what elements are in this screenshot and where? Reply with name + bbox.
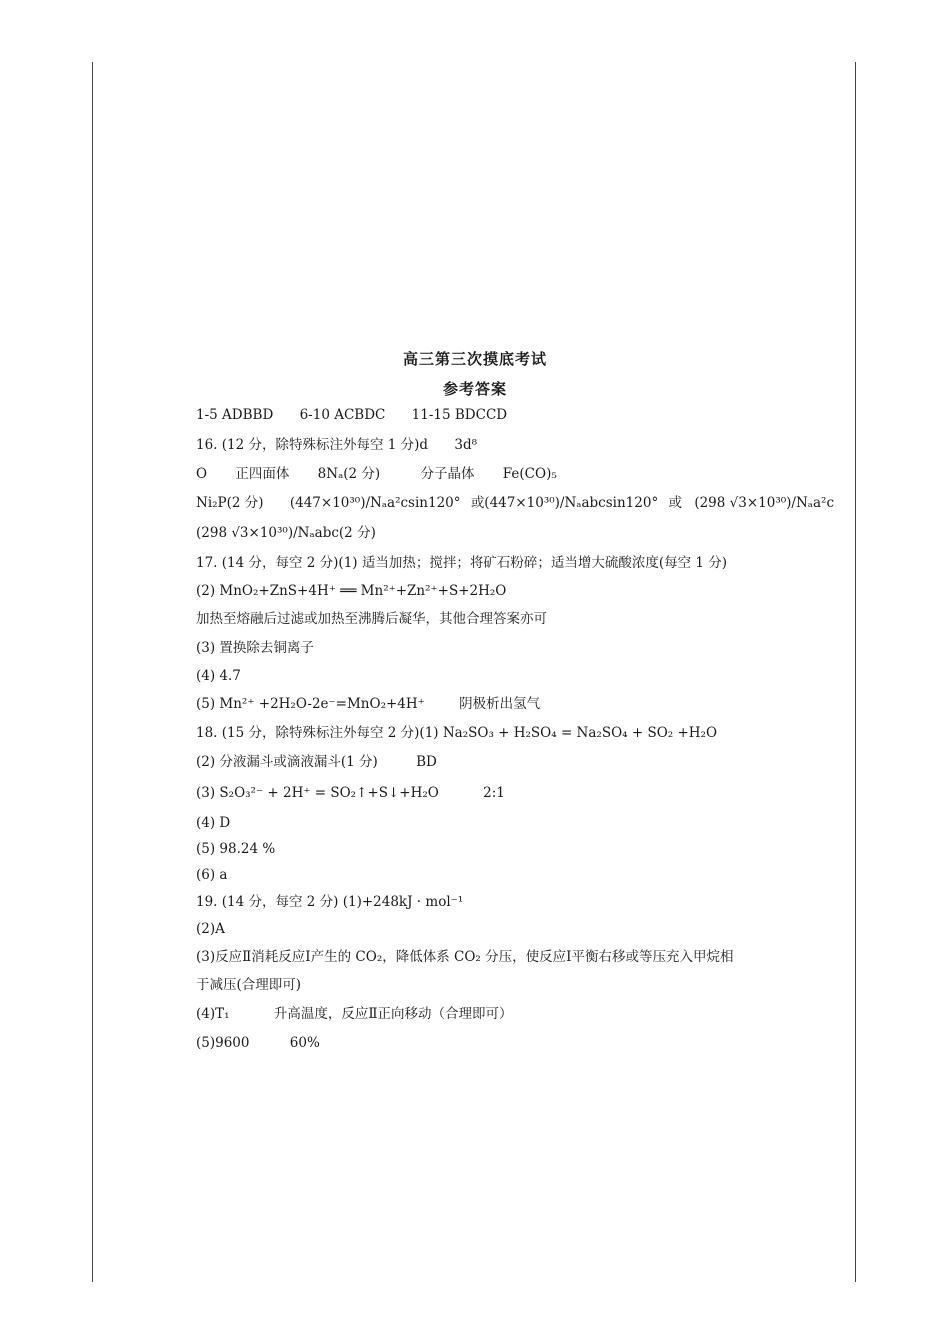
doc-subtitle: 参考答案 — [442, 380, 507, 398]
answer-line-15 — [196, 814, 230, 832]
answer-line-21 — [196, 976, 301, 994]
answer-seg: (4)T₁ — [196, 1006, 230, 1022]
answer-seg: (4) 4.7 — [196, 668, 241, 684]
answer-seg: (5)9600 — [196, 1035, 250, 1051]
answer-line-2 — [196, 436, 477, 454]
answer-line-19 — [196, 920, 225, 938]
answer-line-9 — [196, 639, 314, 657]
answer-seg: 18. (15 分，除特殊标注外每空 2 分)(1) Na₂SO₃ + H₂SO₄ = Na₂SO₄ + SO₂ +H₂O — [196, 725, 718, 741]
answer-line-22 — [196, 1005, 513, 1023]
answer-seg: 正四面体 — [235, 466, 290, 482]
answer-seg: (6) a — [196, 867, 228, 883]
page-left-edge — [92, 62, 93, 1282]
answer-line-8 — [196, 610, 547, 628]
answer-line-3 — [196, 465, 557, 483]
answer-seg: Fe(CO)₅ — [502, 466, 557, 482]
answer-seg: BD — [416, 754, 437, 770]
answer-line-1 — [196, 406, 507, 424]
answer-seg: (2) 分液漏斗或滴液漏斗(1 分) — [196, 754, 378, 770]
answer-seg: (298 √3×10³⁰)/Nₐa²c — [694, 495, 834, 511]
answer-seg: 加热至熔融后过滤或加热至沸腾后凝华，其他合理答案亦可 — [196, 611, 547, 627]
answer-seg: 或(447×10³⁰)/Nₐabcsin120° — [470, 495, 659, 511]
answer-line-7 — [196, 582, 506, 600]
answer-line-12 — [196, 724, 717, 742]
answer-seg: 11-15 BDCCD — [411, 407, 508, 423]
answer-seg: 或 — [668, 495, 683, 511]
answer-seg: 1-5 ADBBD — [196, 407, 274, 423]
answer-line-4 — [196, 494, 834, 512]
answer-seg: (447×10³⁰)/Nₐa²csin120° — [289, 495, 461, 511]
answer-seg: (298 √3×10³⁰)/Nₐabc(2 分) — [196, 525, 376, 541]
answer-seg: 6-10 ACBDC — [299, 407, 386, 423]
answer-seg: (3) S₂O₃²⁻ + 2H⁺ = SO₂↑+S↓+H₂O — [196, 785, 439, 801]
answer-seg: 17. (14 分，每空 2 分)(1) 适当加热；搅拌；将矿石粉碎；适当增大硫酸浓度(每空 1 分) — [196, 555, 728, 571]
answer-seg: (5) Mn²⁺ +2H₂O-2e⁻=MnO₂+4H⁺ — [196, 696, 425, 712]
answer-line-23 — [196, 1034, 320, 1052]
answer-seg: (2) MnO₂+ZnS+4H⁺ ══ Mn²⁺+Zn²⁺+S+2H₂O — [196, 583, 507, 599]
answer-seg: 2:1 — [483, 785, 505, 801]
answer-seg: 60% — [289, 1035, 320, 1051]
doc-title: 高三第三次摸底考试 — [402, 350, 547, 368]
answer-seg: 3d⁸ — [454, 437, 478, 453]
answer-line-10 — [196, 667, 241, 685]
answer-seg: 于减压(合理即可) — [196, 977, 302, 993]
answer-line-14 — [196, 784, 505, 802]
answer-line-13 — [196, 753, 437, 771]
answer-seg: 阴极析出氢气 — [459, 696, 541, 712]
answer-seg: (3)反应Ⅱ消耗反应Ⅰ产生的 CO₂，降低体系 CO₂ 分压，使反应Ⅰ平衡右移或等压充入甲烷相 — [196, 949, 734, 965]
answer-line-17 — [196, 866, 227, 884]
answer-seg: Ni₂P(2 分) — [196, 495, 264, 511]
answer-line-20 — [196, 948, 733, 966]
answer-line-11 — [196, 695, 540, 713]
page-right-edge — [855, 62, 856, 1282]
answer-seg: (2)A — [196, 921, 225, 937]
answer-seg: 升高温度，反应Ⅱ正向移动（合理即可） — [273, 1006, 513, 1022]
answer-seg: (4) D — [196, 815, 231, 831]
answer-line-18 — [196, 893, 463, 911]
answer-seg: 16. (12 分，除特殊标注外每空 1 分)d — [196, 437, 429, 453]
answer-seg: 分子晶体 — [420, 466, 475, 482]
answer-line-5 — [196, 524, 376, 542]
answer-seg: (3) 置换除去铜离子 — [196, 640, 314, 656]
answer-line-6 — [196, 554, 727, 572]
answer-seg: (5) 98.24 % — [196, 841, 276, 857]
answer-seg: O — [196, 466, 208, 482]
answer-line-16 — [196, 840, 275, 858]
answer-seg: 8Nₐ(2 分) — [317, 466, 381, 482]
answer-seg: 19. (14 分，每空 2 分) (1)+248kJ · mol⁻¹ — [196, 894, 464, 910]
